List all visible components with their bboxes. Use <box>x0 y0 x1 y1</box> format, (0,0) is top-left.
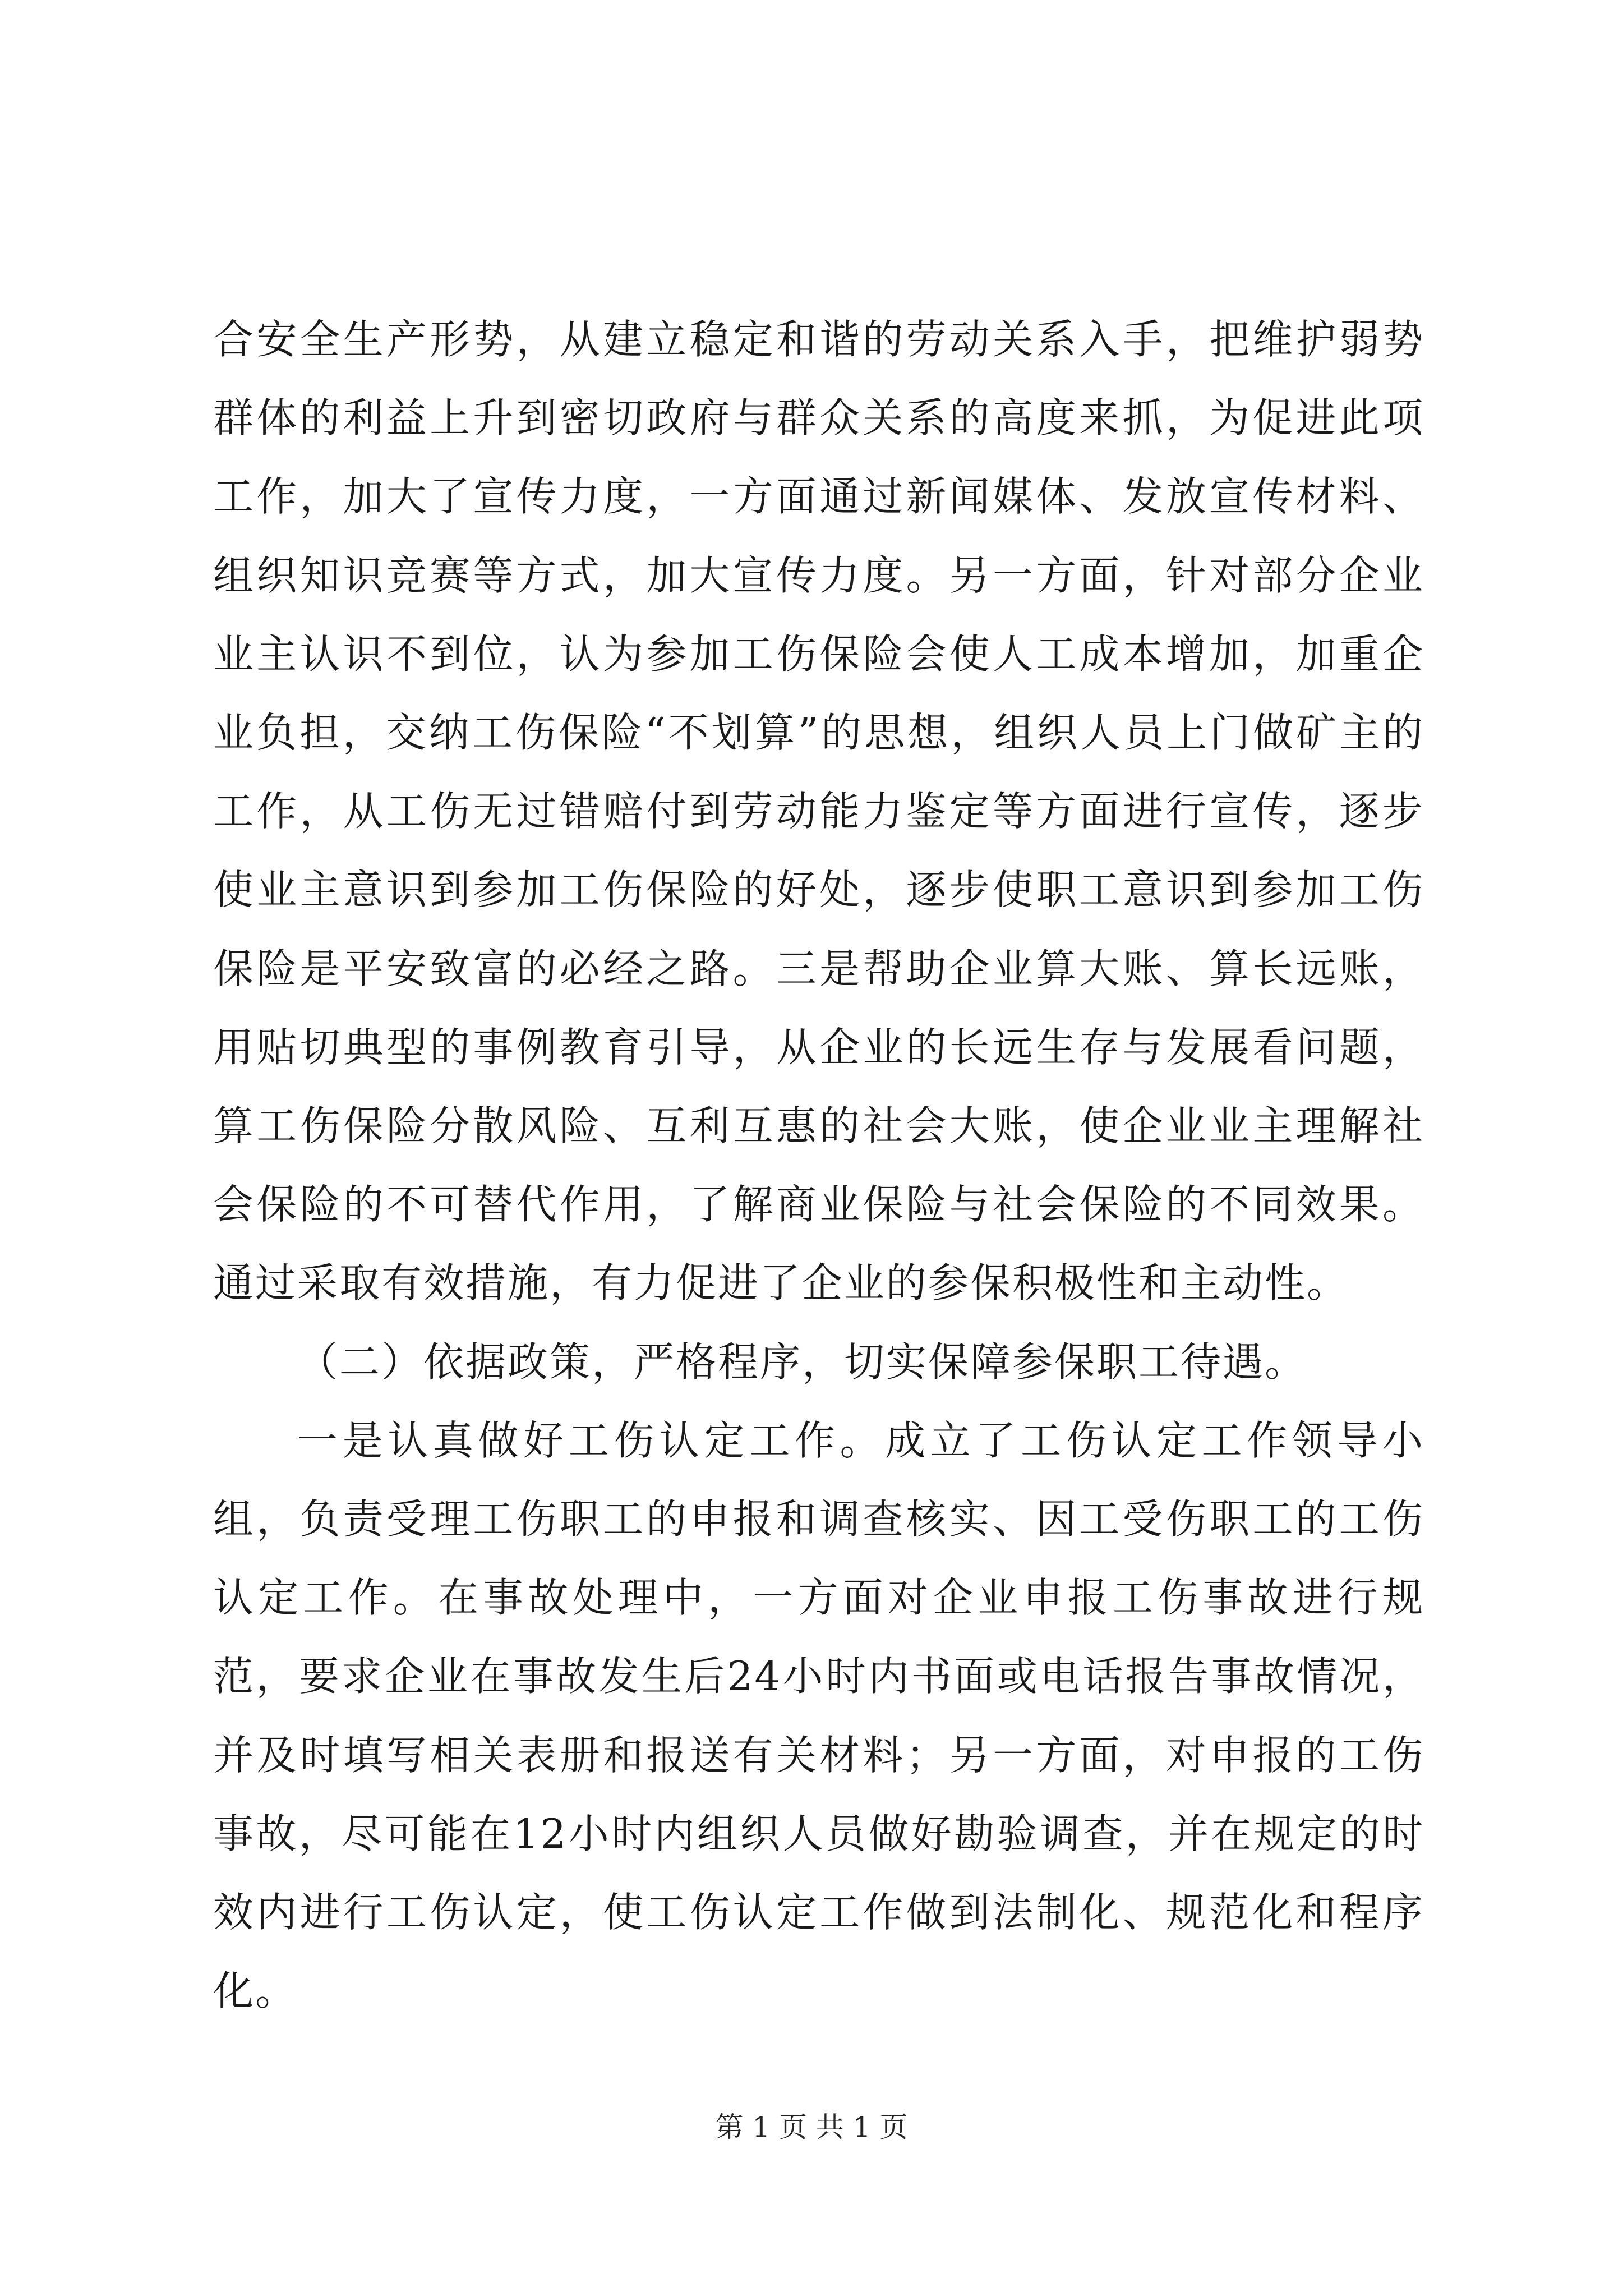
page-footer: 第 1 页 共 1 页 <box>715 2111 908 2143</box>
paragraph-3: 一是认真做好工伤认定工作。成立了工伤认定工作领导小组，负责受理工伤职工的申报和调查核实、因工受伤职工的工伤认定工作。在事故处理中，一方面对企业申报工伤事故进行规范，要求企业在事故发生后24小时内书面或电话报告事故情况，并及时填写相关表册和报送有关材料；另一方面，对申报的工伤事故，尽可能在12小时内组织人员做好勘验调查，并在规定的时效内进行工伤认定，使工伤认定工作做到法制化、规范化和程序化。 <box>213 1416 1424 2015</box>
paragraph-1: 合安全生产形势，从建立稳定和谐的劳动关系入手，把维护弱势群体的利益上升到密切政府与群众关系的高度来抓，为促进此项工作，加大了宣传力度，一方面通过新闻媒体、发放宣传材料、组织知识竞赛等方式，加大宣传力度。另一方面，针对部分企业业主认识不到位，认为参加工伤保险会使人工成本增加，加重企业负担，交纳工伤保险“不划算”的思想，组织人员上门做矿主的工作，从工伤无过错赔付到劳动能力鉴定等方面进行宣传，逐步使业主意识到参加工伤保险的好处，逐步使职工意识到参加工伤保险是平安致富的必经之路。三是帮助企业算大账、算长远账，用贴切典型的事例教育引导，从企业的长远生存与发展看问题，算工伤保险分散风险、互利互惠的社会大账，使企业业主理解社会保险的不可替代作用，了解商业保险与社会保险的不同效果。通过采取有效措施，有力促进了企业的参保积极性和主动性。 <box>213 316 1424 1307</box>
paragraph-2-heading: （二）依据政策，严格程序，切实保障参保职工待遇。 <box>297 1338 1307 1386</box>
document-body <box>213 300 1424 2030</box>
